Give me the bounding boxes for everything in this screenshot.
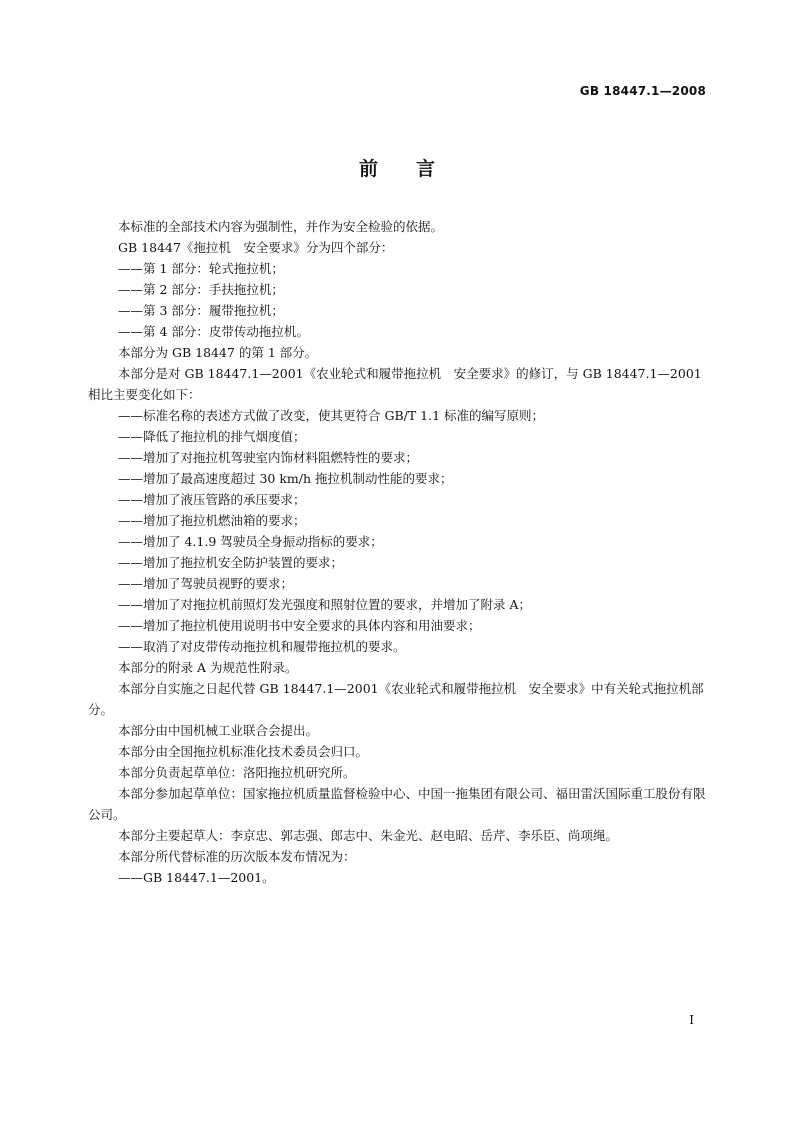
list-item-change: ——增加了拖拉机使用说明书中安全要求的具体内容和用油要求； bbox=[118, 618, 481, 633]
paragraph-revision: 本部分是对 GB 18447.1—2001《农业轮式和履带拖拉机 安全要求》的修订，与 GB 18447.1—2001 相比主要变化如下： bbox=[88, 366, 702, 402]
foreword-body bbox=[88, 216, 706, 888]
paragraph-part-identity: 本部分为 GB 18447 的第 1 部分。 bbox=[118, 345, 318, 360]
paragraph-supersedes: 本部分自实施之日起代替 GB 18447.1—2001《农业轮式和履带拖拉机 安全要求》中有关轮式拖拉机部分。 bbox=[88, 681, 704, 717]
page-title: 前言 bbox=[358, 158, 473, 180]
list-item-part-2: ——第 2 部分：手扶拖拉机； bbox=[118, 282, 284, 297]
page-number: I bbox=[689, 1013, 694, 1027]
list-item-change: ——增加了驾驶员视野的要求； bbox=[118, 576, 294, 591]
list-item-part-4: ——第 4 部分：皮带传动拖拉机。 bbox=[118, 324, 309, 339]
paragraph-parts-intro: GB 18447《拖拉机 安全要求》分为四个部分： bbox=[118, 240, 394, 255]
list-item-change: ——取消了对皮带传动拖拉机和履带拖拉机的要求。 bbox=[118, 639, 406, 654]
list-item-change: ——增加了拖拉机燃油箱的要求； bbox=[118, 513, 306, 528]
list-item-change: ——增加了最高速度超过 30 km/h 拖拉机制动性能的要求； bbox=[118, 471, 453, 486]
list-item-change: ——增加了对拖拉机驾驶室内饰材料阻燃特性的要求； bbox=[118, 450, 419, 465]
paragraph-annex: 本部分的附录 A 为规范性附录。 bbox=[118, 660, 298, 675]
list-item-change: ——降低了拖拉机的排气烟度值； bbox=[118, 429, 306, 444]
list-item-change: ——增加了 4.1.9 驾驶员全身振动指标的要求； bbox=[118, 534, 383, 549]
paragraph-committee: 本部分由全国拖拉机标准化技术委员会归口。 bbox=[118, 744, 369, 759]
paragraph-participating-units: 本部分参加起草单位：国家拖拉机质量监督检验中心、中国一拖集团有限公司、福田雷沃国际重工股份有限公司。 bbox=[88, 786, 706, 822]
paragraph-proposer: 本部分由中国机械工业联合会提出。 bbox=[118, 723, 319, 738]
paragraph-drafters: 本部分主要起草人：李京忠、郭志强、郎志中、朱金光、赵电昭、岳芹、李乐臣、尚项绳。 bbox=[118, 828, 619, 843]
list-item-change: ——增加了对拖拉机前照灯发光强度和照射位置的要求，并增加了附录 A； bbox=[118, 597, 532, 612]
list-item-change: ——标准名称的表述方式做了改变，使其更符合 GB/T 1.1 标准的编写原则； bbox=[118, 408, 545, 423]
list-item-change: ——增加了拖拉机安全防护装置的要求； bbox=[118, 555, 344, 570]
paragraph-drafting-unit: 本部分负责起草单位：洛阳拖拉机研究所。 bbox=[118, 765, 356, 780]
list-item-part-3: ——第 3 部分：履带拖拉机； bbox=[118, 303, 284, 318]
standard-number: GB 18447.1—2008 bbox=[579, 84, 706, 98]
list-item-history: ——GB 18447.1—2001。 bbox=[118, 870, 275, 885]
list-item-part-1: ——第 1 部分：轮式拖拉机； bbox=[118, 261, 284, 276]
paragraph-history-intro: 本部分所代替标准的历次版本发布情况为： bbox=[118, 849, 356, 864]
list-item-change: ——增加了液压管路的承压要求； bbox=[118, 492, 306, 507]
paragraph-scope: 本标准的全部技术内容为强制性，并作为安全检验的依据。 bbox=[118, 219, 444, 234]
